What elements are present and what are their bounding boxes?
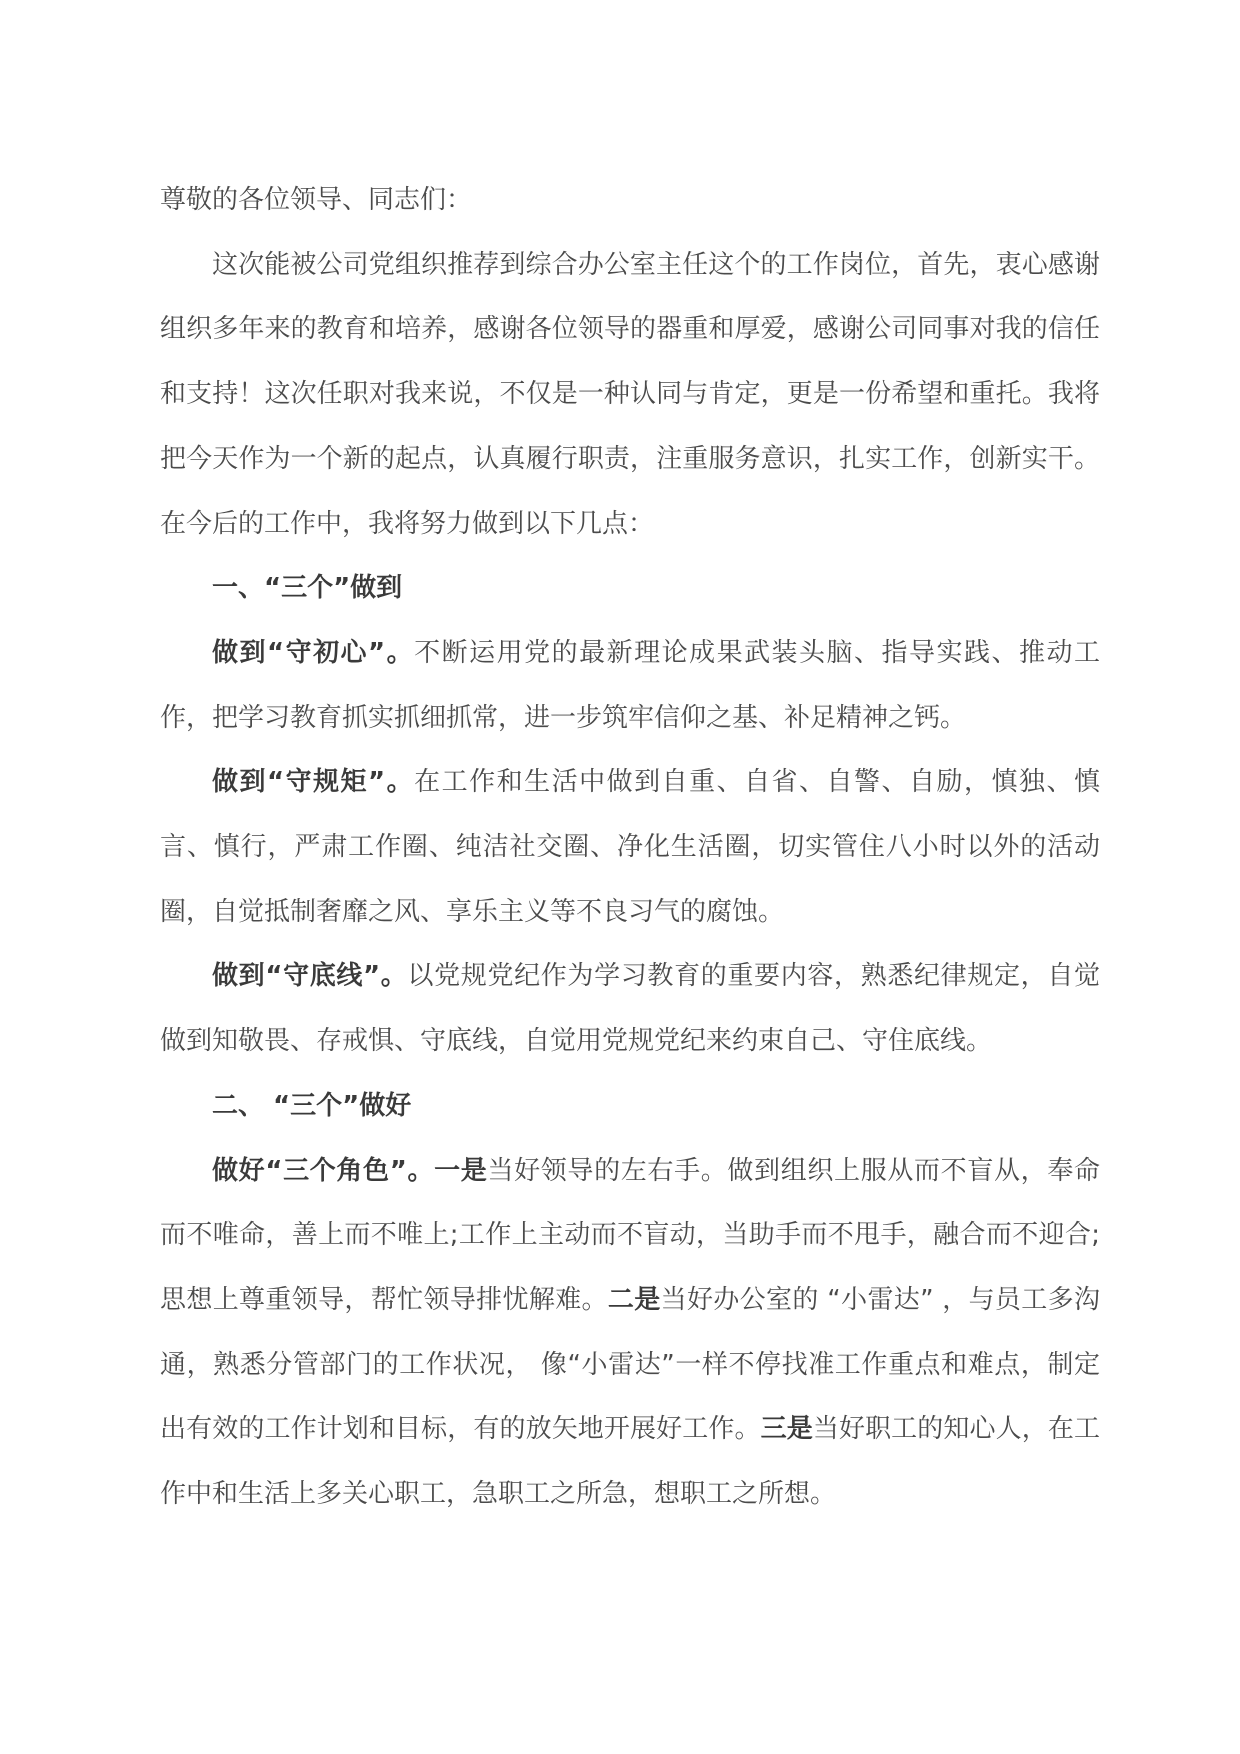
section-2-heading: 二、 “三个”做好 (212, 1090, 412, 1121)
point-text-2: 当好办公室的 “小雷达” ，与员工多沟通，熟悉分管部门的工作状况， 像“小雷达”一样不停找准工作重点和难点，制定出有效的工作计划和目标，有的放矢地开展好工作。 (160, 1284, 1100, 1445)
point-label-2: 二是 (607, 1284, 661, 1315)
item-lead: 做好“三个角色”。 (212, 1155, 435, 1186)
point-label-1: 一是 (434, 1155, 488, 1186)
item-lead: 做到“守初心”。 (212, 637, 415, 668)
item-text: 以党规党纪作为学习教育的重要内容，熟悉纪律规定，自觉做到知敬畏、存戒惧、守底线，自觉用党规党纪来约束自己、守住底线。 (160, 961, 1100, 1057)
section-1-heading: 一、“三个”做到 (212, 573, 403, 604)
point-text-1: 当好领导的左右手。做到组织上服从而不盲从，奉命而不唯命，善上而不唯上;工作上主动而不盲动，当助手而不甩手，融合而不迎合;思想上尊重领导，帮忙领导排忧解难。 (160, 1155, 1100, 1315)
item-lead: 做到“守底线”。 (212, 961, 408, 992)
section-2-item-1 (160, 1139, 1100, 1527)
item-text: 不断运用党的最新理论成果武装头脑、指导实践、推动工作，把学习教育抓实抓细抓常，进一步筑牢信仰之基、补足精神之钙。 (160, 637, 1100, 733)
item-text: 在工作和生活中做到自重、自省、自警、自励，慎独、慎言、慎行，严肃工作圈、纯洁社交圈、净化生活圈，切实管住八小时以外的活动圈，自觉抵制奢靡之风、享乐主义等不良习气的腐蚀。 (160, 767, 1100, 927)
item-lead: 做到“守规矩”。 (212, 767, 415, 798)
point-label-3: 三是 (760, 1414, 813, 1445)
section-1-item-3 (160, 944, 1100, 1073)
document-body (160, 168, 1100, 1527)
point-text-3: 当好职工的知心人，在工作中和生活上多关心职工，急职工之所急，想职工之所想。 (160, 1414, 1100, 1510)
section-1-item-2 (160, 750, 1100, 944)
salutation: 尊敬的各位领导、同志们： (160, 185, 473, 215)
intro-paragraph: 这次能被公司党组织推荐到综合办公室主任这个的工作岗位，首先，衷心感谢组织多年来的教育和培养，感谢各位领导的器重和厚爱，感谢公司同事对我的信任和支持！这次任职对我来说，不仅是一种认同与肯定，更是一份希望和重托。我将把今天作为一个新的起点，认真履行职责，注重服务意识，扎实工作，创新实干。在今后的工作中，我将努力做到以下几点： (160, 249, 1100, 539)
section-1-item-1 (160, 621, 1100, 750)
